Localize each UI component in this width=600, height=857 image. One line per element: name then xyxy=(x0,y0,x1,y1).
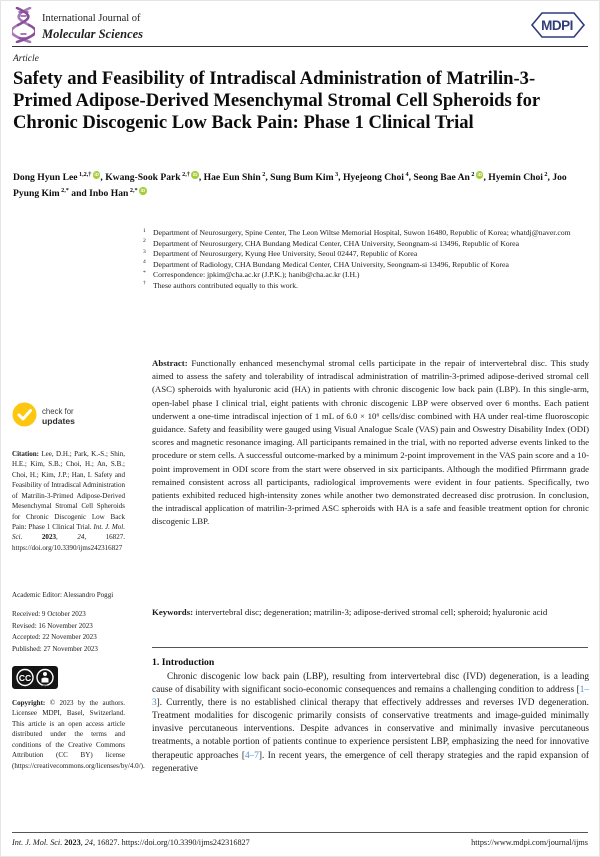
header-divider xyxy=(12,46,588,47)
svg-text:BY: BY xyxy=(42,684,48,689)
mdpi-logo[interactable] xyxy=(526,10,588,45)
affiliation-item xyxy=(140,239,588,250)
date-received: Received: 9 October 2023 xyxy=(12,610,86,618)
author-affil-sup: 2,* xyxy=(61,187,69,195)
affiliation-text: Department of Neurosurgery, CHA Bundang Medical Center, CHA University, Seongnam-si 13496, Republic of Korea xyxy=(153,238,519,248)
footer-volume: 24 xyxy=(84,838,93,847)
copyright-block xyxy=(12,698,145,771)
citation-block xyxy=(12,449,125,553)
page-footer xyxy=(12,838,588,847)
correspondence-text[interactable]: Correspondence: jpkim@cha.ac.kr (J.P.K.); hanib@cha.ac.kr (I.H.) xyxy=(153,270,360,280)
author-name: Hyejeong Choi xyxy=(342,172,404,184)
academic-editor: Academic Editor: Alessandro Poggi xyxy=(12,591,114,599)
author-affil-sup: 3 xyxy=(335,171,339,178)
section-heading-introduction: 1. Introduction xyxy=(152,657,215,668)
equal-contribution-item xyxy=(140,281,588,292)
copyright-text: © 2023 by the authors. Licensee MDPI, Basel, Switzerland. This article is an open access article distributed under the terms and conditions of the Creative Commons Attribution (CC BY) license (https://creativecommons.org/licenses/by/4.0/). xyxy=(12,699,145,770)
paper-title: Safety and Feasibility of Intradiscal Administration of Matrilin-3-Primed Adipose-Derived Mesenchymal Stromal Cell Spheroids for Chronic Discogenic Low Back Pain: Phase 1 Clinical Trial xyxy=(13,68,540,133)
orcid-icon[interactable]: iD xyxy=(94,172,99,177)
copyright-label: Copyright: xyxy=(12,699,46,707)
author-name: Joo Pyung Kim xyxy=(13,172,567,200)
author-separator: , xyxy=(100,172,106,184)
author-separator: , xyxy=(483,172,489,184)
cc-by-license-badge[interactable] xyxy=(12,666,58,694)
citation-volume: 24 xyxy=(77,533,85,542)
author-affil-sup: 1,2,† xyxy=(79,171,92,178)
footer-citation xyxy=(12,838,250,847)
author-affil-sup: 2 xyxy=(471,171,475,178)
author-affil-sup: 2 xyxy=(544,171,548,178)
footer-divider xyxy=(12,832,588,833)
footer-journal: Int. J. Mol. Sci. xyxy=(12,838,65,847)
author-name: Inbo Han xyxy=(89,188,129,200)
author-separator: , xyxy=(338,172,343,184)
author-affil-sup: 4 xyxy=(405,171,409,178)
abstract-text: Functionally enhanced mesenchymal stromal cells participate in the repair of intervertebral disc. This study aimed to assess the safety and tolerability of intradiscal administration of matrilin-3-primed adipose-derived stromal cell (ASC) spheroids with hyaluronic acid (HA) in patients with chronic discogenic low back pain (LBP). In this single-arm, open-label phase I clinical trial, eight patients with chronic discogenic LBP were observed over 6 months. Each patient underwent a one-time intradiscal injection of 1 mL of 6.0 × 10⁶ cells/disc combined with HA under real-time fluoroscopic guidance. Safety and feasibility were gauged using Visual Analogue Scale (VAS) pain and Oswestry Disability Index (ODI) scores and magnetic resonance imaging. All participants remained in the trial, with no reported adverse events linked to the procedure or stem cells. A successful outcome-marked by a minimum 2-point improvement in the VAS pain score and a 10-point improvement in ODI score from the start were observed in six participants. Although the modified Pfirrmann grade remained consistent across all participants, radiological improvements were evident in four patients. Specifically, two patients exhibited reduced high-intensity zones while another two demonstrated decreased disc protrusion. In conclusion, the intradiscal application of matrilin-3-primed ASC spheroids with HA is a safe and feasible treatment option for chronic discogenic LBP. xyxy=(152,358,589,527)
footer-doi[interactable]: , 16827. https://doi.org/10.3390/ijms242316827 xyxy=(92,838,250,847)
affiliation-text: Department of Neurosurgery, Kyung Hee University, Seoul 02447, Republic of Korea xyxy=(153,249,418,259)
author-separator: and xyxy=(68,188,90,200)
intro-text: ]. In recent years, the emergence of cell therapy strategies and the rapid expansion of regenerative xyxy=(152,750,589,774)
check-for-updates-badge[interactable] xyxy=(12,402,75,432)
author-separator: , xyxy=(547,172,553,184)
citation-label: Citation: xyxy=(12,450,40,458)
abstract xyxy=(152,357,589,528)
journal-header xyxy=(12,7,588,45)
author-list xyxy=(13,170,571,202)
badge-line1: check for xyxy=(42,406,74,416)
orcid-icon[interactable]: iD xyxy=(192,172,198,177)
affiliation-marker: 3 xyxy=(143,248,146,255)
correspondence-marker: * xyxy=(143,269,146,276)
intro-text: ]. Currently, there is no established clinical therapy that effectively addresses and reverses IVD degeneration. Treatment modalities for discogenic primarily consists of conservative treatments and image-guided minimally invasive percutaneous interventions. Despite advances in conservative and minimally invasive percutaneous treatments, a notable portion of patients continue to experience persistent LBP, emphasizing the need for innovative therapeutic approaches [ xyxy=(152,698,589,761)
affiliation-item xyxy=(140,228,588,239)
orcid-icon[interactable]: iD xyxy=(140,188,146,194)
check-for-updates-label xyxy=(42,408,75,427)
section-divider xyxy=(152,647,588,648)
introduction-paragraph xyxy=(152,671,589,776)
keywords xyxy=(152,606,589,619)
citation-doi[interactable]: , 16827. https://doi.org/10.3390/ijms242316827 xyxy=(12,533,126,552)
author-name: Hyemin Choi xyxy=(488,172,543,184)
journal-name-line2: Molecular Sciences xyxy=(42,27,144,41)
abstract-label: Abstract: xyxy=(152,358,188,368)
affiliation-marker: 2 xyxy=(143,238,146,245)
correspondence-item xyxy=(140,270,588,281)
article-type-label: Article xyxy=(13,54,39,64)
keywords-label: Keywords: xyxy=(152,607,194,617)
check-icon xyxy=(12,402,37,432)
citation-ref-link[interactable]: 4–7 xyxy=(244,750,259,761)
author-affil-sup: 2 xyxy=(262,171,266,178)
author-separator: , xyxy=(408,172,414,184)
affiliation-list xyxy=(140,228,588,291)
footer-year: 2023 xyxy=(64,838,81,847)
citation-journal: Int. J. Mol. Sci. xyxy=(12,522,125,542)
affiliation-marker: 4 xyxy=(143,259,146,266)
date-published: Published: 27 November 2023 xyxy=(12,645,98,654)
author-name: Hae Eun Shin xyxy=(203,172,261,184)
affiliation-marker: 1 xyxy=(143,227,146,234)
badge-line2: updates xyxy=(42,415,75,426)
citation-ref-link[interactable]: 1–3 xyxy=(152,685,589,709)
footer-journal-url[interactable]: https://www.mdpi.com/journal/ijms xyxy=(471,838,588,847)
citation-text: Lee, D.H.; Park, K.-S.; Shin, H.E.; Kim, S.B.; Choi, H.; An, S.B.; Choi, H.; Kim, J.P.; Han, I. Safety and Feasibility of Intradiscal Administration of Matrilin-3-Primed Adipose-Derived Mesenchymal Stromal Cell Spheroids for Chronic Discogenic Low Back Pain: Phase 1 Clinical Trial. xyxy=(12,450,125,531)
svg-text:CC: CC xyxy=(18,673,32,683)
author-name: Seong Bae An xyxy=(413,172,470,184)
citation-year: 2023 xyxy=(41,533,56,542)
affiliation-text: Department of Neurosurgery, Spine Center, The Leon Wiltse Memorial Hospital, Suwon 16480, Republic of Korea; whatdj@naver.com xyxy=(153,228,571,237)
dna-helix-icon xyxy=(12,7,35,48)
article-dates xyxy=(12,609,125,656)
author-affil-sup: 2,† xyxy=(182,171,190,178)
keywords-text: intervertebral disc; degeneration; matrilin-3; adipose-derived stromal cell; spheroid; hyaluronic acid xyxy=(193,607,548,617)
intro-text: Chronic discogenic low back pain (LBP), resulting from intervertebral disc (IVD) degeneration, is a leading cause of disability with significant socio-economic consequences and remains a challenging condition to address [ xyxy=(152,672,589,696)
author-affil-sup: 2,* xyxy=(129,187,138,195)
footer-separator: , xyxy=(80,838,85,847)
journal-name xyxy=(42,12,143,42)
journal-name-line1: International Journal of xyxy=(42,13,141,25)
equal-contribution-marker: † xyxy=(143,280,146,287)
author-name: Sung Bum Kim xyxy=(270,172,334,184)
author-name: Kwang-Sook Park xyxy=(105,172,181,184)
svg-text:MDPI: MDPI xyxy=(541,18,573,33)
author-separator: , xyxy=(265,172,271,184)
orcid-icon[interactable]: iD xyxy=(477,172,482,177)
affiliation-text: Department of Radiology, CHA Bundang Medical Center, CHA University, Seongnam-si 13496, Republic of Korea xyxy=(153,259,509,269)
journal-brand xyxy=(12,7,588,48)
affiliation-item xyxy=(140,249,588,260)
date-revised: Revised: 16 November 2023 xyxy=(12,621,93,630)
equal-contribution-text: These authors contributed equally to this work. xyxy=(153,280,298,290)
date-accepted: Accepted: 22 November 2023 xyxy=(12,633,97,642)
citation-separator: , xyxy=(56,533,78,542)
author-separator: , xyxy=(198,172,204,184)
affiliation-item xyxy=(140,260,588,271)
author-name: Dong Hyun Lee xyxy=(13,172,78,184)
